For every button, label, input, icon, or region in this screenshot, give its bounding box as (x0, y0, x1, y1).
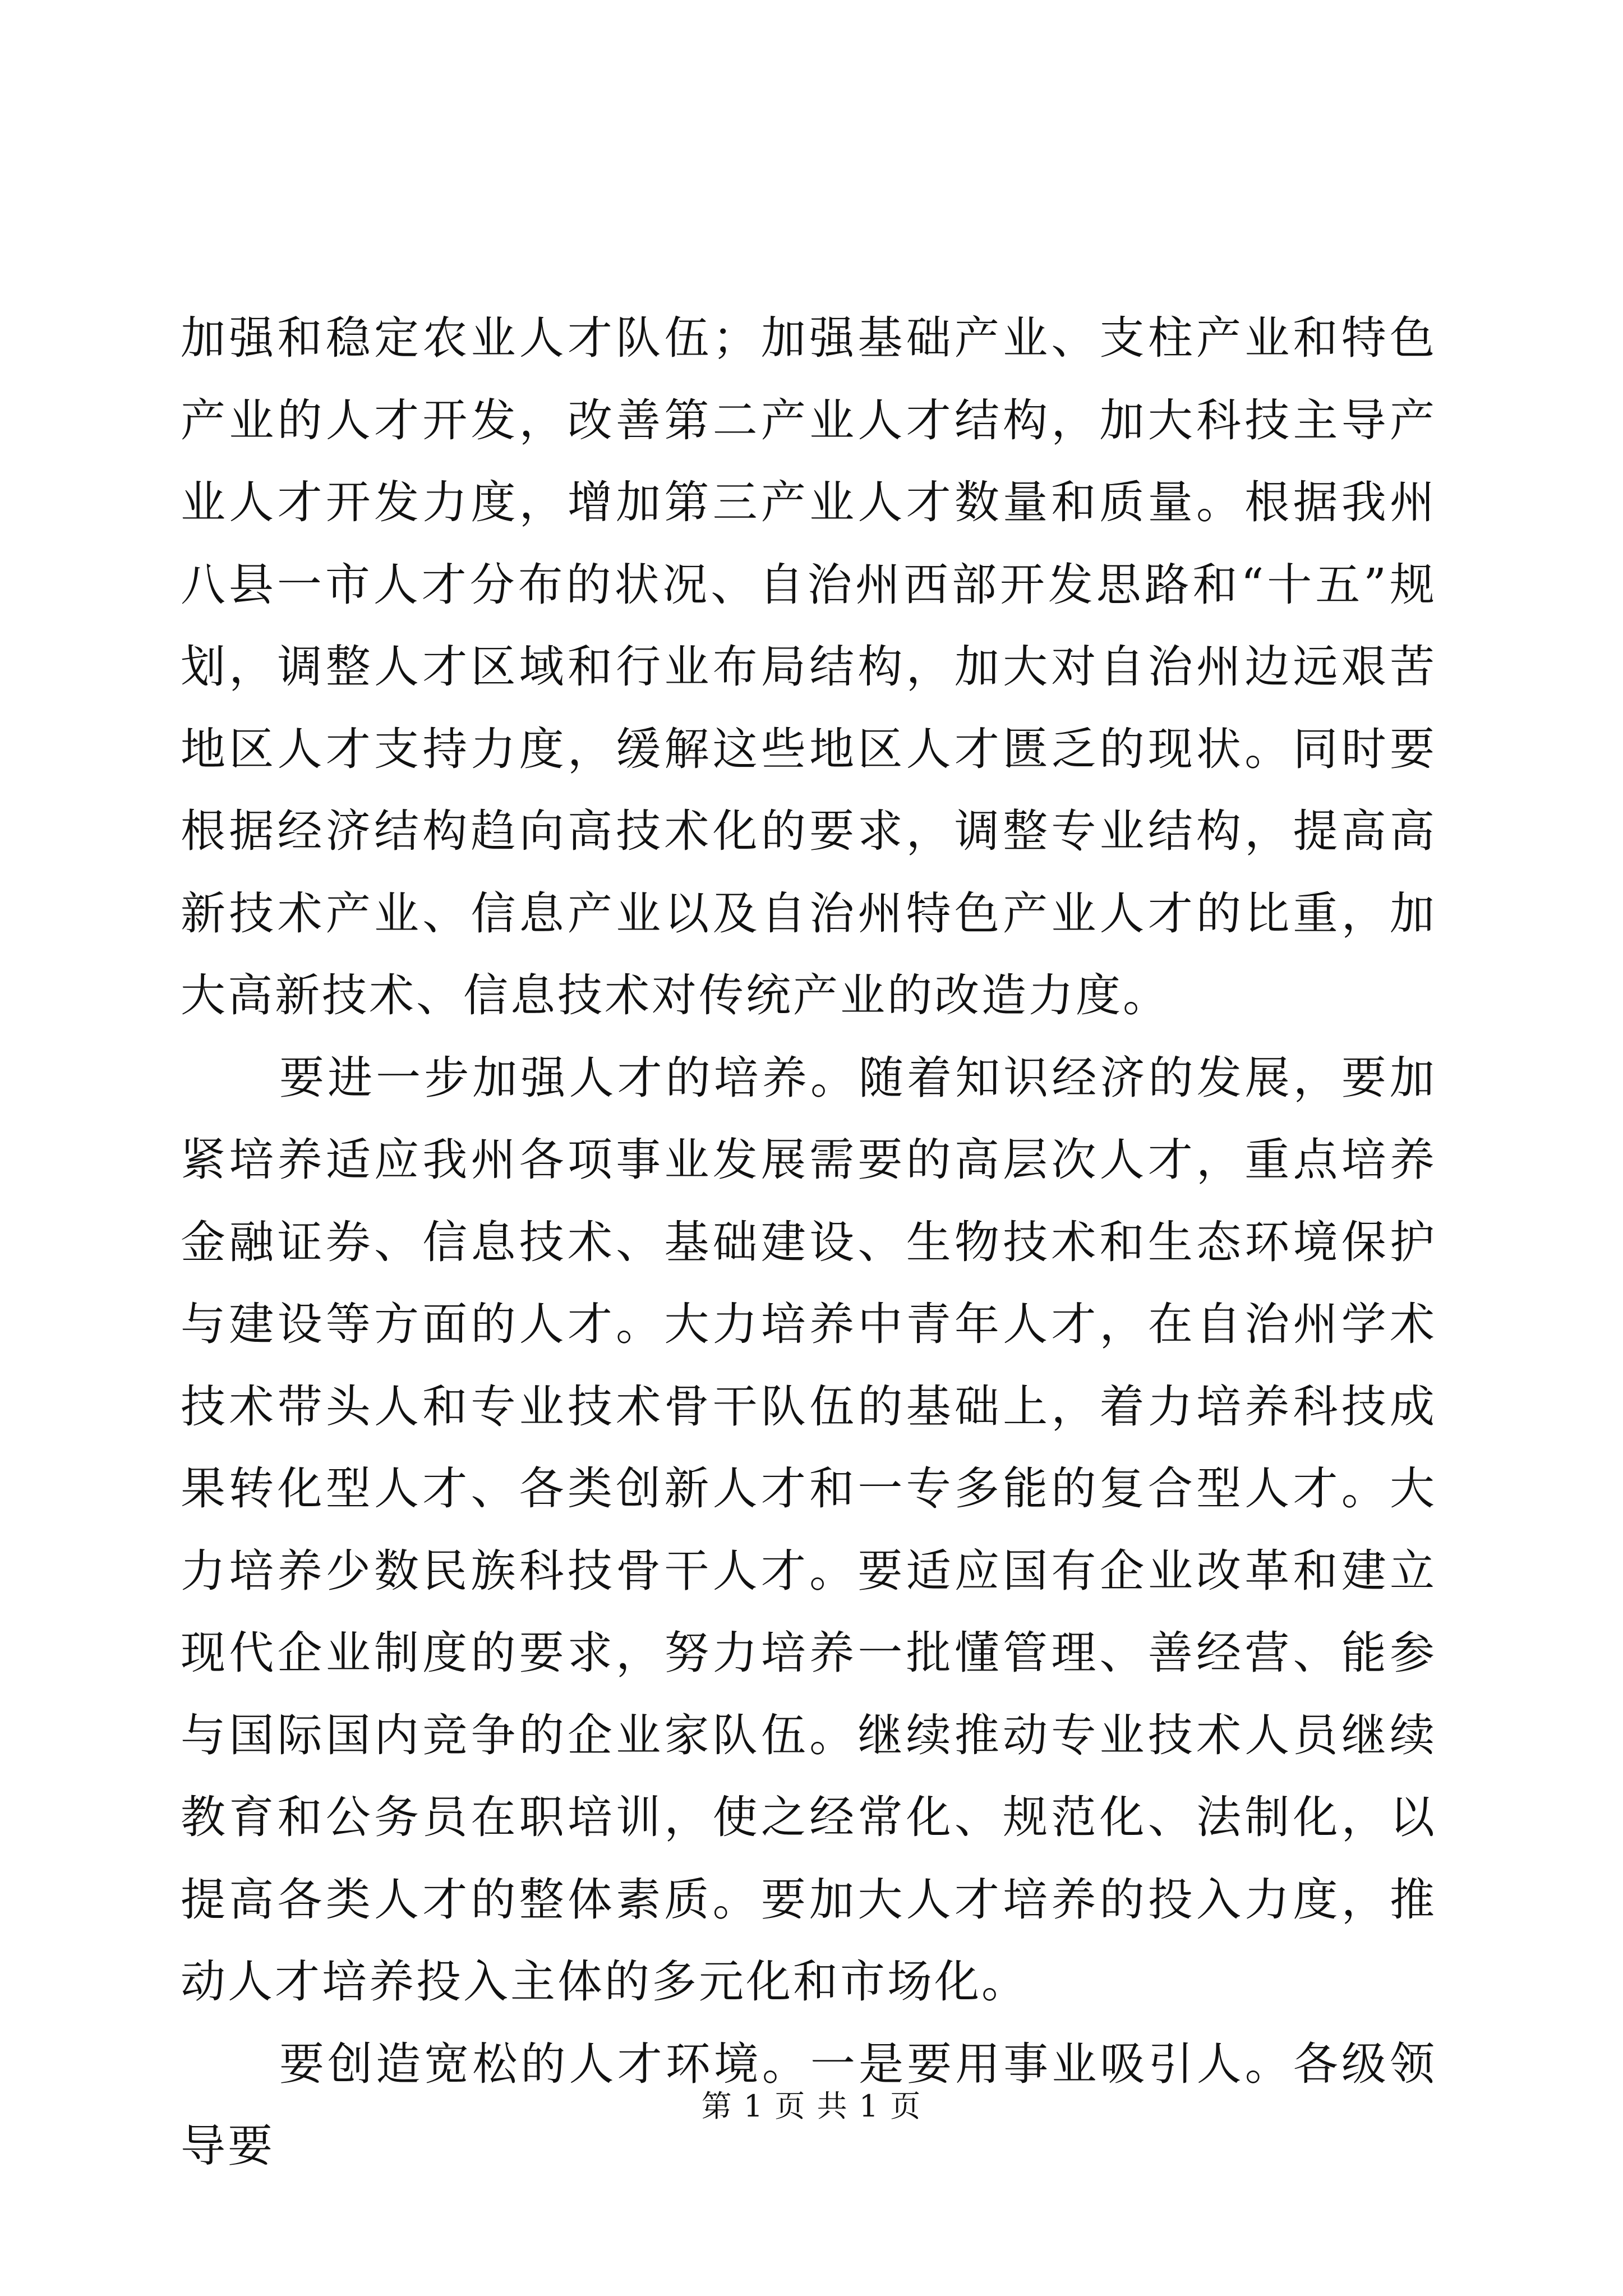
page-footer: 第 1 页 共 1 页 (701, 2088, 922, 2124)
document-body (181, 297, 1437, 2188)
paragraph-1: 加强和稳定农业人才队伍；加强基础产业、支柱产业和特色产业的人才开发，改善第二产业人才结构，加大科技主导产业人才开发力度，增加第三产业人才数量和质量。根据我州八县一市人才分布的状况、自治州西部开发思路和“十五”规划，调整人才区域和行业布局结构，加大对自治州边远艰苦地区人才支持力度，缓解这些地区人才匮乏的现状。同时要根据经济结构趋向高技术化的要求，调整专业结构，提高高新技术产业、信息产业以及自治州特色产业人才的比重，加大高新技术、信息技术对传统产业的改造力度。 (181, 312, 1437, 1022)
paragraph-2: 要进一步加强人才的培养。随着知识经济的发展，要加紧培养适应我州各项事业发展需要的高层次人才，重点培养金融证券、信息技术、基础建设、生物技术和生态环境保护与建设等方面的人才。大力培养中青年人才，在自治州学术技术带头人和专业技术骨干队伍的基础上，着力培养科技成果转化型人才、各类创新人才和一专多能的复合型人才。大力培养少数民族科技骨干人才。要适应国有企业改革和建立现代企业制度的要求，努力培养一批懂管理、善经营、能参与国际国内竞争的企业家队伍。继续推动专业技术人员继续教育和公务员在职培训，使之经常化、规范化、法制化，以提高各类人才的整体素质。要加大人才培养的投入力度，推动人才培养投入主体的多元化和市场化。 (181, 1051, 1437, 2008)
paragraph-3: 要创造宽松的人才环境。一是要用事业吸引人。各级领导要 (181, 2037, 1437, 2172)
